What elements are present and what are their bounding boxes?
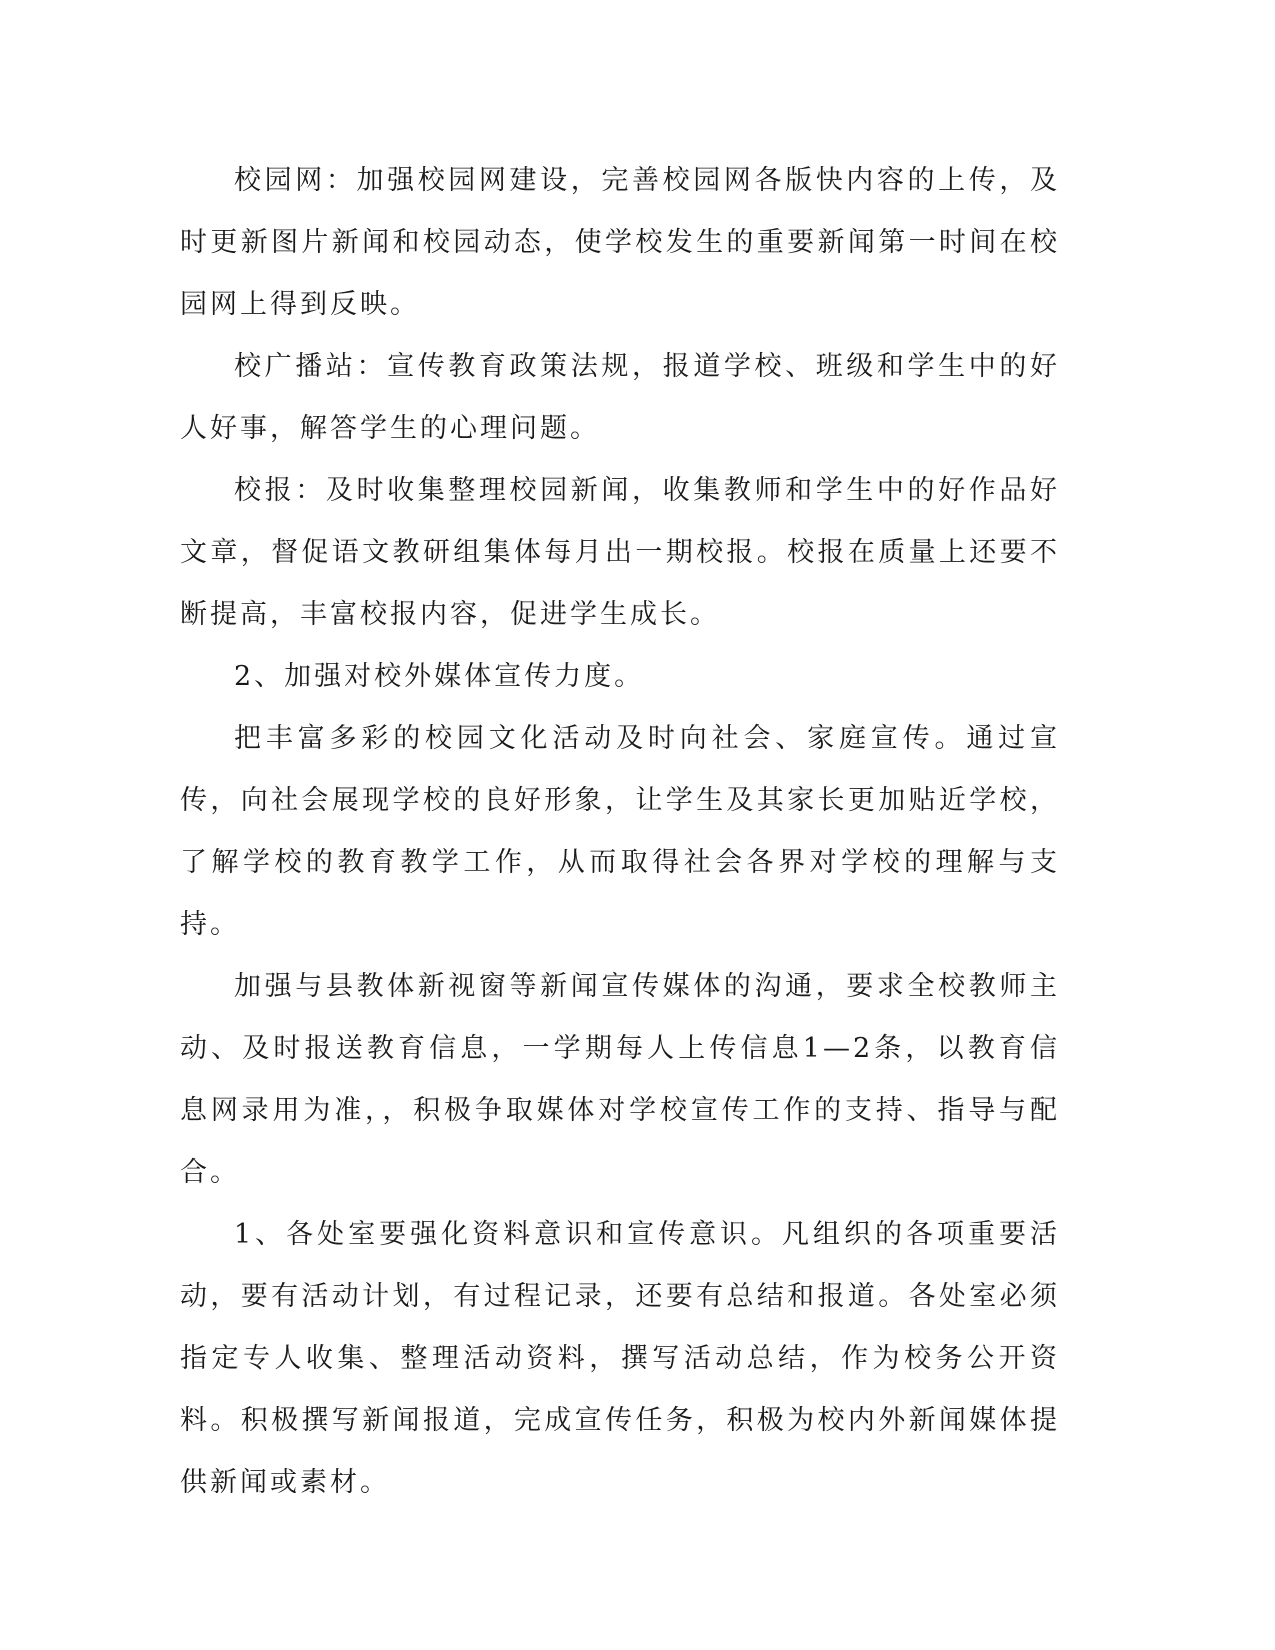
paragraph-school-newspaper: 校报：及时收集整理校园新闻，收集教师和学生中的好作品好文章，督促语文教研组集体每月出一期校报。校报在质量上还要不断提高，丰富校报内容，促进学生成长。 <box>180 475 1060 630</box>
paragraph-campus-website: 校园网：加强校园网建设，完善校园网各版快内容的上传，及时更新图片新闻和校园动态，使学校发生的重要新闻第一时间在校园网上得到反映。 <box>180 165 1060 320</box>
paragraph-department-records: 1、各处室要强化资料意识和宣传意识。凡组织的各项重要活动，要有活动计划，有过程记录，还要有总结和报道。各处室必须指定专人收集、整理活动资料，撰写活动总结，作为校务公开资料。积极撰写新闻报道，完成宣传任务，积极为校内外新闻媒体提供新闻或素材。 <box>180 1219 1060 1498</box>
paragraph-heading-external-media: 2、加强对校外媒体宣传力度。 <box>234 661 645 692</box>
paragraph-cultural-activities: 把丰富多彩的校园文化活动及时向社会、家庭宣传。通过宣传，向社会展现学校的良好形象，让学生及其家长更加贴近学校，了解学校的教育教学工作，从而取得社会各界对学校的理解与支持。 <box>180 723 1060 940</box>
paragraph-media-communication: 加强与县教体新视窗等新闻宣传媒体的沟通，要求全校教师主动、及时报送教育信息，一学期每人上传信息1—2条，以教育信息网录用为准，，积极争取媒体对学校宣传工作的支持、指导与配合。 <box>180 971 1060 1188</box>
paragraph-broadcast-station: 校广播站：宣传教育政策法规，报道学校、班级和学生中的好人好事，解答学生的心理问题。 <box>180 351 1060 444</box>
document-body <box>180 150 1060 1514</box>
